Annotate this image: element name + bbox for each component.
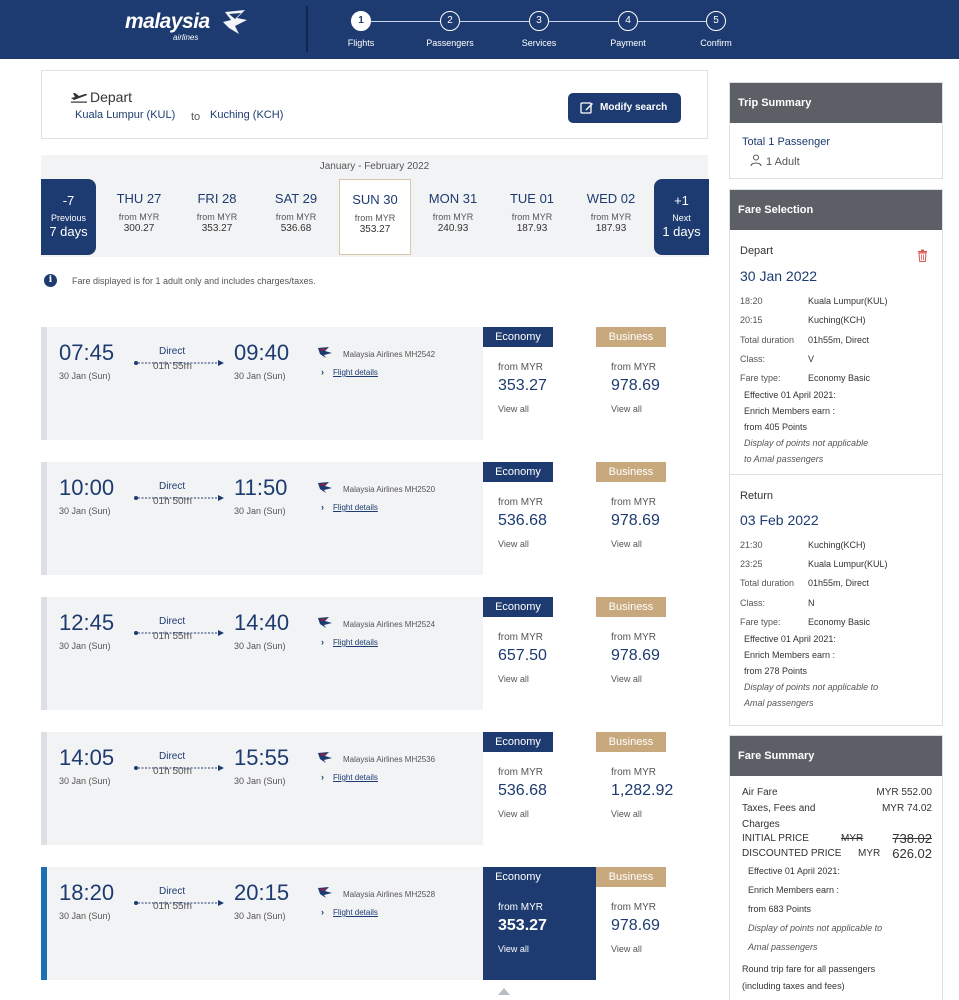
next-1-days-button[interactable] [654,179,709,255]
return-duration-value: 01h55m, Direct [808,578,870,588]
step-services[interactable] [494,10,584,48]
depart-search-card [41,70,708,139]
date-from-label: from MYR [196,212,238,222]
nav-number: +1 [674,193,689,208]
adult-count: 1 Adult [766,156,800,168]
fare-summary-title: Fare Summary [730,736,942,776]
economy-tab: Economy [483,462,553,482]
fare-price: 353.27 [498,377,547,394]
date-selector [41,155,708,257]
flight-duration: 01h 50m [153,766,192,777]
return-faretype-label: Fare type: [740,617,781,627]
step-label: Passengers [426,38,474,48]
return-dep-time: 21:30 [740,540,763,550]
date-from-label: from MYR [432,212,474,222]
date-price: 353.27 [201,223,233,234]
step-label: Services [521,38,557,48]
direct-label: Direct [159,751,186,762]
arrival-date: 30 Jan (Sun) [234,506,286,516]
date-cell[interactable] [181,179,253,255]
step-label: Flights [347,38,375,48]
direct-label: Direct [159,346,186,357]
booking-stepper [326,10,746,54]
view-all-link[interactable]: View all [498,809,529,819]
arrival-date: 30 Jan (Sun) [234,776,286,786]
fare-panel [483,462,709,575]
airline-flight-number: Malaysia Airlines MH2536 [343,755,436,764]
flight-details-link[interactable]: Flight details [333,368,378,377]
return-points: from 278 Points [744,666,808,676]
date-day: MON 31 [428,191,478,206]
depart-dep-place: Kuala Lumpur(KUL) [808,296,888,306]
departure-date: 30 Jan (Sun) [59,776,111,786]
fare-price: 1,282.92 [611,782,674,799]
return-note-2: Amal passengers [744,698,814,708]
summary-effective: Effective 01 April 2021: [748,866,840,876]
arrival-time: 14:40 [234,610,290,635]
return-arr-place: Kuala Lumpur(KUL) [808,559,888,569]
fare-summary-panel [729,735,943,1000]
business-tab: Business [596,462,666,482]
fare-panel [483,867,709,980]
step-confirm[interactable] [671,10,761,48]
fare-info-text: Fare displayed is for 1 adult only and includes charges/taxes. [72,276,316,286]
wau-kite-icon [221,8,249,36]
step-number: 5 [706,11,726,31]
flight-details-link[interactable]: Flight details [333,773,378,782]
step-number: 2 [440,11,460,31]
initial-price-currency: MYR [841,833,864,844]
fare-from-label: from MYR [611,362,656,373]
return-effective: Effective 01 April 2021: [744,634,836,644]
business-tab: Business [596,867,666,887]
direct-label: Direct [159,616,186,627]
initial-price-label: INITIAL PRICE [742,833,809,844]
flight-details-link[interactable]: Flight details [333,908,378,917]
nav-number: -7 [62,193,75,208]
date-from-label: from MYR [590,212,632,222]
date-day: THU 27 [116,191,162,206]
summary-note-2: Amal passengers [748,942,818,952]
depart-duration-value: 01h55m, Direct [808,335,870,345]
round-trip-note-2: (including taxes and fees) [742,981,845,991]
departure-date: 30 Jan (Sun) [59,371,111,381]
depart-note-2: to Amal passengers [744,454,824,464]
fare-price: 536.68 [498,512,547,529]
business-fare-option[interactable] [596,867,709,980]
chevron-right-icon: › [321,637,324,647]
date-from-label: from MYR [275,212,317,222]
view-all-link[interactable]: View all [498,674,529,684]
chevron-right-icon: › [321,367,324,377]
view-all-link[interactable]: View all [611,674,642,684]
fare-from-label: from MYR [498,497,543,508]
month-label: January - February 2022 [319,161,430,172]
airline-logo-icon [317,751,333,763]
flight-duration: 01h 55m [153,631,192,642]
flight-duration: 01h 50m [153,496,192,507]
step-payment[interactable] [583,10,673,48]
depart-label: Depart [740,245,774,257]
depart-faretype-label: Fare type: [740,373,781,383]
depart-points: from 405 Points [744,422,808,432]
discounted-price-value: 626.02 [892,846,932,861]
depart-title: Depart [90,89,133,105]
date-from-label: from MYR [511,212,553,222]
view-all-link[interactable]: View all [498,404,529,414]
date-cell[interactable] [575,179,647,255]
edit-icon [580,101,594,115]
fare-price: 978.69 [611,512,660,529]
arrival-time: 15:55 [234,745,290,770]
step-label: Confirm [700,38,732,48]
date-price: 187.93 [595,223,627,234]
taxes-label-1: Taxes, Fees and [742,803,816,814]
initial-price-value: 738.02 [892,831,932,846]
return-faretype-value: Economy Basic [808,617,871,627]
nav-word: Previous [50,213,86,223]
date-cell[interactable] [103,179,175,255]
modify-search-button[interactable] [568,93,681,123]
return-date: 03 Feb 2022 [740,512,819,528]
fare-price: 978.69 [611,647,660,664]
return-enrich: Enrich Members earn : [744,650,836,660]
fare-selection-panel [729,189,943,726]
business-tab: Business [596,732,666,752]
fare-price: 978.69 [611,377,660,394]
date-cell-selected[interactable] [339,179,411,255]
total-passengers: Total 1 Passenger [742,136,831,148]
fare-price: 536.68 [498,782,547,799]
departure-time: 10:00 [59,475,115,500]
modify-search-label: Modify search [600,102,668,113]
fare-panel [483,327,709,440]
economy-tab: Economy [483,732,553,752]
depart-duration-label: Total duration [740,335,795,345]
arrival-date: 30 Jan (Sun) [234,911,286,921]
depart-arr-time: 20:15 [740,315,763,325]
logo-subtext: airlines [173,33,199,42]
date-cell[interactable] [260,179,332,255]
return-duration-label: Total duration [740,578,795,588]
date-price: 187.93 [516,223,548,234]
step-number: 3 [529,11,549,31]
origin-city: Kuala Lumpur (KUL) [75,109,176,121]
date-day: SUN 30 [352,192,398,207]
flight-row [41,327,708,440]
date-price: 300.27 [123,223,155,234]
trash-icon[interactable] [917,249,928,262]
view-all-link[interactable]: View all [611,539,642,549]
fare-from-label: from MYR [611,632,656,643]
fare-selection-divider [730,474,942,475]
destination-city: Kuching (KCH) [210,109,284,121]
date-day: TUE 01 [509,191,555,206]
malaysia-airlines-logo[interactable] [125,8,250,44]
date-from-label: from MYR [354,213,396,223]
taxes-label-2: Charges [742,819,780,830]
depart-note-1: Display of points not applicable [744,438,869,448]
airline-logo-icon [317,346,333,358]
arrival-date: 30 Jan (Sun) [234,641,286,651]
chevron-right-icon: › [321,907,324,917]
airline-logo-icon [317,886,333,898]
fare-from-label: from MYR [498,902,543,913]
nav-days: 1 days [662,224,701,239]
view-all-link[interactable]: View all [611,944,642,954]
fare-from-label: from MYR [611,902,656,913]
direct-label: Direct [159,886,186,897]
airline-flight-number: Malaysia Airlines MH2520 [343,485,436,494]
air-fare-value: MYR 552.00 [876,787,932,798]
fare-from-label: from MYR [498,767,543,778]
flight-details-link[interactable]: Flight details [333,503,378,512]
nav-days: 7 days [49,224,88,239]
fare-selection-title: Fare Selection [730,190,942,230]
return-label: Return [740,490,774,502]
departure-date: 30 Jan (Sun) [59,911,111,921]
flight-duration: 01h 55m [153,361,192,372]
step-number: 1 [351,11,371,31]
depart-dep-time: 18:20 [740,296,763,306]
depart-effective: Effective 01 April 2021: [744,390,836,400]
date-price: 240.93 [437,223,469,234]
economy-fare-option[interactable] [483,597,596,710]
date-price: 353.27 [359,224,391,235]
view-all-link[interactable]: View all [498,944,529,954]
flight-duration: 01h 55m [153,901,192,912]
air-fare-label: Air Fare [742,787,778,798]
depart-class-label: Class: [740,354,766,364]
scroll-up-arrow-icon[interactable] [498,988,510,995]
discounted-price-currency: MYR [858,848,881,859]
fare-from-label: from MYR [611,497,656,508]
fare-panel [483,597,709,710]
airline-logo-icon [317,481,333,493]
nav-word: Next [672,213,691,223]
airline-flight-number: Malaysia Airlines MH2524 [343,620,436,629]
round-trip-note-1: Round trip fare for all passengers [742,964,876,974]
business-tab: Business [596,597,666,617]
departure-time: 07:45 [59,340,115,365]
business-fare-option[interactable] [596,597,709,710]
depart-faretype-value: Economy Basic [808,373,871,383]
depart-date: 30 Jan 2022 [740,268,818,284]
summary-note-1: Display of points not applicable to [748,923,883,933]
fare-price: 657.50 [498,647,547,664]
chevron-right-icon: › [321,772,324,782]
depart-class-value: V [808,354,815,364]
flight-row [41,462,708,575]
return-arr-time: 23:25 [740,559,763,569]
person-icon [750,154,762,166]
departure-date: 30 Jan (Sun) [59,506,111,516]
direct-label: Direct [159,481,186,492]
trip-summary-panel [729,82,943,179]
return-class-value: N [808,598,815,608]
economy-fare-option-selected[interactable] [483,867,596,980]
departure-time: 14:05 [59,745,115,770]
fare-price: 978.69 [611,917,660,934]
flight-row [41,597,708,710]
arrival-time: 20:15 [234,880,290,905]
info-icon: i [44,274,57,287]
trip-summary-title: Trip Summary [730,83,942,123]
economy-tab: Economy [483,327,553,347]
logo-text: malaysia [125,10,210,33]
date-day: SAT 29 [274,191,318,206]
step-label: Payment [610,38,646,48]
fare-price: 353.27 [498,917,547,934]
view-all-link[interactable]: View all [498,539,529,549]
departure-time: 12:45 [59,610,115,635]
airline-flight-number: Malaysia Airlines MH2542 [343,350,436,359]
departure-time: 18:20 [59,880,115,905]
depart-enrich: Enrich Members earn : [744,406,836,416]
business-fare-option[interactable] [596,327,709,440]
fare-panel [483,732,709,845]
flight-row-selected [41,867,708,980]
business-tab: Business [596,327,666,347]
flight-details-link[interactable]: Flight details [333,638,378,647]
date-from-label: from MYR [118,212,160,222]
business-fare-option[interactable] [596,732,709,845]
airline-logo-icon [317,616,333,628]
previous-7-days-button[interactable] [41,179,96,255]
departure-date: 30 Jan (Sun) [59,641,111,651]
view-all-link[interactable]: View all [611,809,642,819]
economy-fare-option[interactable] [483,327,596,440]
date-day: WED 02 [586,191,636,206]
step-flights[interactable] [316,10,406,48]
summary-enrich: Enrich Members earn : [748,885,840,895]
chevron-right-icon: › [321,502,324,512]
date-day: FRI 28 [197,191,237,206]
step-passengers[interactable] [405,10,495,48]
view-all-link[interactable]: View all [611,404,642,414]
date-cell[interactable] [417,179,489,255]
route-to-word: to [191,111,201,123]
fare-from-label: from MYR [498,362,543,373]
economy-fare-option[interactable] [483,732,596,845]
return-dep-place: Kuching(KCH) [808,540,866,550]
step-number: 4 [618,11,638,31]
business-fare-option[interactable] [596,462,709,575]
taxes-value: MYR 74.02 [881,803,932,814]
airline-flight-number: Malaysia Airlines MH2528 [343,890,436,899]
discounted-price-label: DISCOUNTED PRICE [742,848,842,859]
plane-takeoff-icon [70,91,88,103]
date-cell[interactable] [496,179,568,255]
economy-tab: Economy [483,867,553,887]
economy-fare-option[interactable] [483,462,596,575]
return-class-label: Class: [740,598,766,608]
header-divider [306,6,308,52]
depart-arr-place: Kuching(KCH) [808,315,866,325]
arrival-time: 09:40 [234,340,290,365]
flight-row [41,732,708,845]
top-header [0,0,959,59]
date-price: 536.68 [280,223,312,234]
fare-from-label: from MYR [611,767,656,778]
arrival-date: 30 Jan (Sun) [234,371,286,381]
economy-tab: Economy [483,597,553,617]
summary-points: from 683 Points [748,904,812,914]
fare-from-label: from MYR [498,632,543,643]
arrival-time: 11:50 [234,475,288,500]
return-note-1: Display of points not applicable to [744,682,879,692]
